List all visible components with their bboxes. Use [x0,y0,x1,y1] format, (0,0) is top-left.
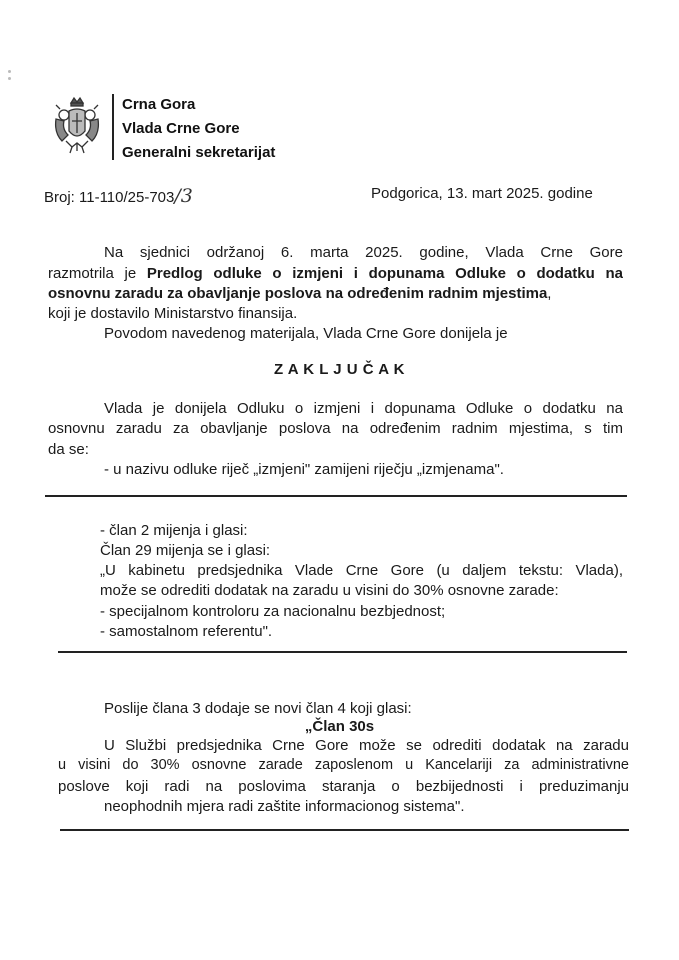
section2-line-6: - samostalnom referentu". [100,623,273,640]
header-department: Generalni sekretarijat [122,144,276,161]
handwritten-suffix: /3 [174,185,193,207]
intro-line-3 [48,285,551,302]
conclusion-line-1: Vlada je donijela Odluku o izmjeni i dopunama Odluke o dodatku na [104,400,623,417]
separator-2 [58,651,627,653]
conclusion-line-2: osnovnu zaradu za obavljanje poslova na određenim radnim mjestima, s tim [48,420,623,437]
proposal-title-part-1: Predlog odluke o izmjeni i dopunama Odluke o dodatku na [146,265,623,282]
section2-line-1: - član 2 mijenja i glasi: [100,522,248,539]
separator-1 [45,495,627,497]
section3-heading: „Član 30s [304,718,375,735]
section3-line-1: Poslije člana 3 dodaje se novi član 4 koji glasi: [104,700,412,717]
reference-number-text: Broj: 11-110/25-703 [44,189,175,206]
intro-line-4: koji je dostavilo Ministarstvo finansija. [48,305,298,322]
section2-line-2: Član 29 mijenja se i glasi: [100,542,271,559]
section3-line-2: U Službi predsjednika Crne Gore može se odrediti dodatak na zaradu [104,737,629,754]
separator-3 [60,829,629,831]
intro-line-3-tail: , [547,285,552,302]
section2-line-4: može se odrediti dodatak na zaradu u visini do 30% osnovne zarade: [100,582,559,599]
intro-line-5: Povodom navedenog materijala, Vlada Crne Gore donijela je [104,325,508,342]
section3-line-3: u visini do 30% osnovne zarade zaposlenom u Kancelariji za administrativne [58,757,629,773]
header-country: Crna Gora [122,96,196,113]
scan-mark [8,77,11,80]
intro-line-1: Na sjednici održanoj 6. marta 2025. godine, Vlada Crne Gore [104,244,623,261]
section3-line-4: poslove koji radi na poslovima staranja o bezbijednosti i preduzimanju [58,778,629,795]
coat-of-arms-icon [52,95,102,157]
section3-line-5: neophodnih mjera radi zaštite informacionog sistema". [104,798,465,815]
conclusion-line-3: da se: [48,441,89,458]
reference-number [44,185,193,207]
conclusion-line-4: - u nazivu odluke riječ „izmjeni" zamijeni riječju „izmjenama". [104,461,504,478]
scan-mark [8,70,11,73]
intro-line-2-plain: razmotrila je [48,265,147,282]
section2-line-3: „U kabinetu predsjednika Vlade Crne Gore (u daljem tekstu: Vlada), [100,562,623,579]
intro-line-2 [48,265,623,282]
header-government: Vlada Crne Gore [122,120,240,137]
conclusion-title: Z A K L J U Č A K [273,361,405,378]
proposal-title-part-2: osnovnu zaradu za obavljanje poslova na određenim radnim mjestima [48,285,548,302]
header-divider [112,94,114,160]
section2-line-5: - specijalnom kontroloru za nacionalnu bezbjednost; [100,603,446,620]
place-and-date: Podgorica, 13. mart 2025. godine [371,185,593,202]
